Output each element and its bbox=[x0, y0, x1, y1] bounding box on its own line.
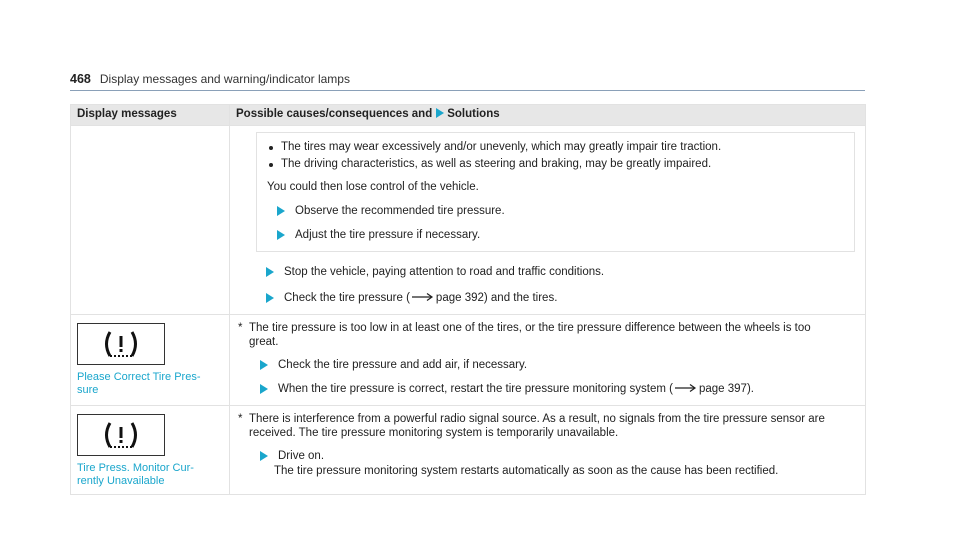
solution-steps bbox=[250, 357, 855, 397]
col-header-display-messages: Display messages bbox=[71, 105, 230, 126]
solutions-cell bbox=[230, 406, 866, 495]
caption-line: sure bbox=[77, 384, 99, 396]
step-text-prefix: Check the tire pressure ( bbox=[284, 292, 410, 304]
step-text bbox=[278, 381, 754, 397]
tire-pressure-warning-icon bbox=[77, 414, 165, 456]
warning-consequences-box bbox=[256, 132, 855, 252]
action-arrow-icon bbox=[277, 206, 285, 216]
solutions-cell bbox=[230, 315, 866, 406]
cause-text-body bbox=[249, 321, 811, 349]
cause-text-body bbox=[249, 412, 825, 440]
cause-line: received. The tire pressure monitoring system is temporarily unavailable. bbox=[249, 427, 619, 439]
col-header-causes-solutions bbox=[230, 105, 866, 126]
solution-step bbox=[250, 381, 855, 397]
step-text bbox=[284, 290, 557, 306]
step-text: Adjust the tire pressure if necessary. bbox=[295, 229, 481, 241]
cause-text bbox=[238, 412, 855, 440]
action-arrow-icon bbox=[277, 230, 285, 240]
table-row bbox=[71, 315, 866, 406]
tire-pressure-warning-icon-graphic bbox=[101, 419, 141, 451]
table-row bbox=[71, 406, 866, 495]
solution-step bbox=[256, 264, 855, 280]
page-reference-arrow-icon bbox=[675, 383, 697, 393]
solution-step bbox=[267, 227, 844, 243]
page-reference-link[interactable]: page 397). bbox=[698, 383, 754, 395]
list-item: The tires may wear excessively and/or unevenly, which may greatly impair tire traction. bbox=[267, 139, 844, 156]
display-message-text bbox=[77, 371, 223, 397]
consequence-text: You could then lose control of the vehicle. bbox=[267, 181, 479, 193]
page-number: 468 bbox=[70, 72, 91, 86]
step-detail-text: The tire pressure monitoring system restarts automatically as soon as the cause has been rectified. bbox=[274, 465, 779, 477]
cause-line: There is interference from a powerful radio signal source. As a result, no signals from the tire pressure sensor are bbox=[249, 413, 825, 425]
solution-step bbox=[267, 203, 844, 219]
caption-line: rently Unavailable bbox=[77, 475, 165, 487]
solution-step bbox=[250, 357, 855, 373]
action-arrow-icon bbox=[266, 267, 274, 277]
tire-pressure-warning-icon-graphic bbox=[101, 328, 141, 360]
col-header-prefix: Possible causes/consequences and bbox=[236, 108, 433, 120]
step-text: Drive on. bbox=[278, 450, 325, 462]
action-arrow-icon bbox=[260, 360, 268, 370]
cause-line: The tire pressure is too low in at least one of the tires, or the tire pressure difference between the wheels is too bbox=[249, 322, 811, 334]
step-text: Observe the recommended tire pressure. bbox=[295, 205, 505, 217]
action-arrow-icon bbox=[260, 451, 268, 461]
consequences-list bbox=[267, 139, 844, 173]
action-arrow-icon bbox=[266, 293, 274, 303]
page-reference-link[interactable]: page 392) and the tires. bbox=[435, 292, 558, 304]
action-arrow-icon bbox=[260, 384, 268, 394]
caption-line: Please Correct Tire Pres- bbox=[77, 371, 201, 383]
table-row bbox=[71, 126, 866, 315]
cause-text bbox=[238, 321, 855, 349]
footnote-star: * bbox=[238, 322, 243, 334]
tire-pressure-warning-icon bbox=[77, 323, 165, 365]
solution-steps bbox=[250, 448, 855, 478]
footnote-star: * bbox=[238, 413, 243, 425]
col-header-suffix: Solutions bbox=[447, 108, 500, 120]
solution-step bbox=[250, 448, 855, 464]
caption-line: Tire Press. Monitor Cur- bbox=[77, 462, 194, 474]
table-header-row bbox=[71, 105, 866, 126]
page-reference-arrow-icon bbox=[412, 292, 434, 302]
display-message-text bbox=[77, 462, 223, 488]
list-item: The driving characteristics, as well as steering and braking, may be greatly impaired. bbox=[267, 156, 844, 173]
cause-line: great. bbox=[249, 336, 279, 348]
action-arrow-icon bbox=[436, 108, 444, 118]
step-text-prefix: When the tire pressure is correct, restart the tire pressure monitoring system ( bbox=[278, 383, 673, 395]
page-header bbox=[70, 72, 865, 91]
solution-step bbox=[256, 290, 855, 306]
display-messages-table bbox=[70, 104, 866, 495]
page-title: Display messages and warning/indicator lamps bbox=[99, 72, 350, 86]
solution-steps bbox=[256, 264, 855, 306]
message-cell bbox=[71, 406, 230, 495]
message-cell bbox=[71, 315, 230, 406]
message-cell-empty bbox=[71, 126, 230, 315]
step-text: Stop the vehicle, paying attention to road and traffic conditions. bbox=[284, 266, 605, 278]
solutions-cell bbox=[230, 126, 866, 315]
step-text: Check the tire pressure and add air, if necessary. bbox=[278, 359, 528, 371]
